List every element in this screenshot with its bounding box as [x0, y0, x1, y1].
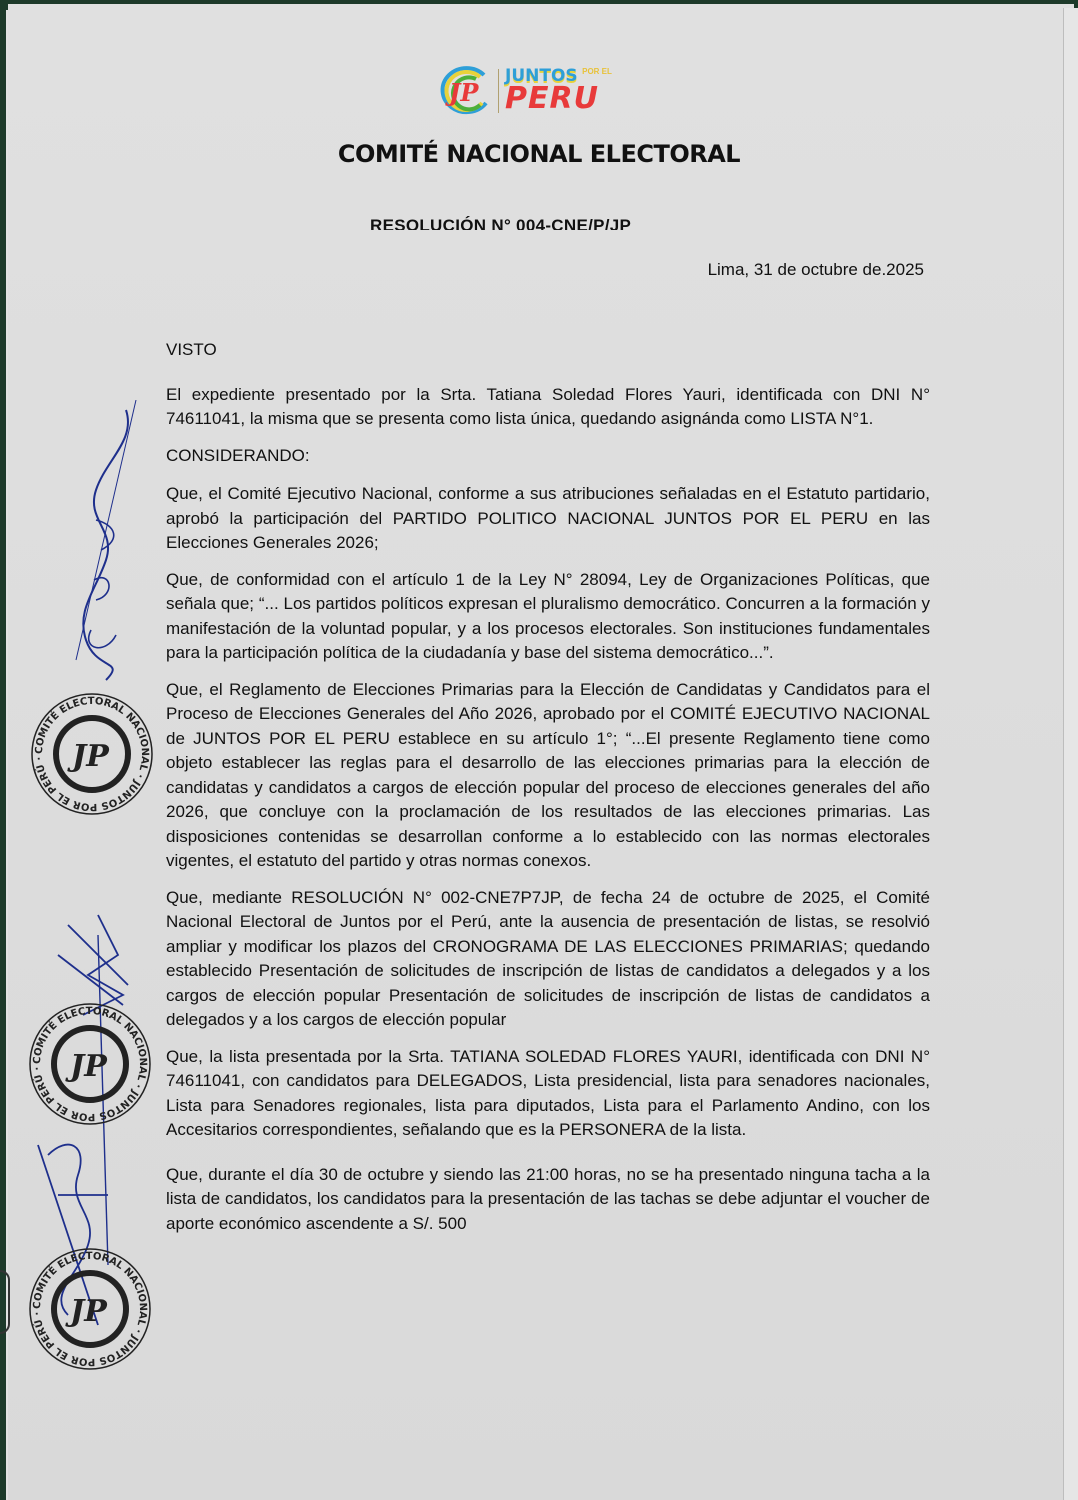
date-line: Lima, 31 de octubre de.2025: [707, 260, 924, 279]
visto-paragraph: El expediente presentado por la Srta. Tatiana Soledad Flores Yauri, identificada con DNI N° 74611041, la misma que se presenta como lista única, quedando asignánda como LISTA N°1.: [166, 384, 930, 428]
resolution-number: RESOLUCIÓN N° 004-CNE/P/JP: [370, 216, 632, 230]
paragraph-6: Que, durante el día 30 de octubre y siendo las 21:00 horas, no se ha presentado ninguna tacha a la lista de candidatos, los candidatos para la presentación de las tachas se debe adjuntar el voucher de aporte económico ascendente a S/. 500: [166, 1164, 930, 1233]
page-edge: [1063, 8, 1078, 1500]
svg-text:JP: JP: [70, 1294, 107, 1329]
paragraph-4: Que, mediante RESOLUCIÓN N° 002-CNE7P7JP, de fecha 24 de octubre de 2025, el Comité Nacional Electoral de Juntos por el Perú, ante la ausencia de presentación de listas, se resolvió ampliar y modificar los plazos del CRONOGRAMA DE LAS ELECCIONES PRIMARIAS; quedando establecido Presentación de solicitudes de inscripción de listas de candidatos a delegados y a los cargos de elección popular Presentación de solicitudes de inscripción de listas de candidatos a delegados y a los cargos de elección popular: [166, 887, 930, 1029]
svg-text:JP: JP: [70, 1049, 107, 1084]
logo-wordmark: [505, 68, 612, 114]
logo-divider: [498, 69, 499, 113]
electoral-committee-stamp-2: [26, 1000, 154, 1128]
svg-text:JP: JP: [72, 739, 109, 774]
svg-text:COMITÉ ELECTORAL NACIONAL · JU: COMITÉ ELECTORAL NACIONAL · JUNTOS POR EL PERÚ ·: [33, 695, 151, 813]
logo-por-el: POR EL: [582, 67, 612, 76]
svg-text:COMITÉ ELECTORAL NACIONAL · JU: COMITÉ ELECTORAL NACIONAL · JUNTOS POR EL PERÚ ·: [31, 1005, 149, 1123]
jp-logo-icon: [434, 65, 492, 117]
svg-text:JP: JP: [449, 78, 479, 107]
paragraph-2: Que, de conformidad con el artículo 1 de la Ley N° 28094, Ley de Organizaciones Políticas, que señala que; “... Los partidos políticos expresan el pluralismo democrático. Concurren a la formación y manifestación de la voluntad popular, y a los procesos electorales. Son instituciones fundamentales para la participación política de la ciudadanía y base del sistema democrático...”.: [166, 569, 930, 662]
paragraph-5: Que, la lista presentada por la Srta. TATIANA SOLEDAD FLORES YAURI, identificada con DNI N° 74611041, con candidatos para DELEGADOS, Lista presidencial, lista para senadores nacionales, Lista para Senadores regionales, lista para diputados, Lista para el Parlamento Andino, con los Accesitarios correspondientes, señalando que es la PERSONERA de la lista.: [166, 1046, 930, 1139]
logo-juntos: JUNTOS: [505, 66, 578, 86]
paragraph-1: Que, el Comité Ejecutivo Nacional, conforme a sus atribuciones señaladas en el Estatuto partidario, aprobó la participación del PARTIDO POLITICO NACIONAL JUNTOS POR EL PERU en las Elecciones Generales 2026;: [166, 484, 930, 552]
visto-heading: VISTO: [166, 340, 217, 359]
electoral-committee-stamp-3: [26, 1245, 154, 1373]
binder-ring: [0, 1270, 10, 1334]
signature-1: [66, 400, 146, 690]
svg-text:COMITÉ ELECTORAL NACIONAL · JU: COMITÉ ELECTORAL NACIONAL · JUNTOS POR EL PERÚ ·: [31, 1250, 149, 1368]
considerando-heading: CONSIDERANDO:: [166, 445, 310, 465]
party-logo: [434, 62, 664, 120]
electoral-committee-stamp-1: [28, 690, 156, 818]
paragraph-3: Que, el Reglamento de Elecciones Primarias para la Elección de Candidatas y Candidatos para el Proceso de Elecciones Generales del Año 2026, aprobado por el COMITÉ EJECUTIVO NACIONAL de JUNTOS POR EL PERU establece en su artículo 1°; “...El presente Reglamento tiene como objeto establecer las reglas para el desarrollo de las elecciones primarias para la elección de candidatas y candidatos a cargos de elección popular del proceso de elecciones generales del año 2026, que concluye con la proclamación de los resultados de las elecciones primarias. Las disposiciones contenidas se desarrollan conforme a lo establecido con las normas electorales vigentes, el estatuto del partido y otras normas conexos.: [166, 679, 930, 870]
document-body: [166, 338, 930, 1248]
logo-peru: PERU: [505, 81, 599, 116]
document-title: COMITÉ NACIONAL ELECTORAL: [337, 140, 741, 168]
